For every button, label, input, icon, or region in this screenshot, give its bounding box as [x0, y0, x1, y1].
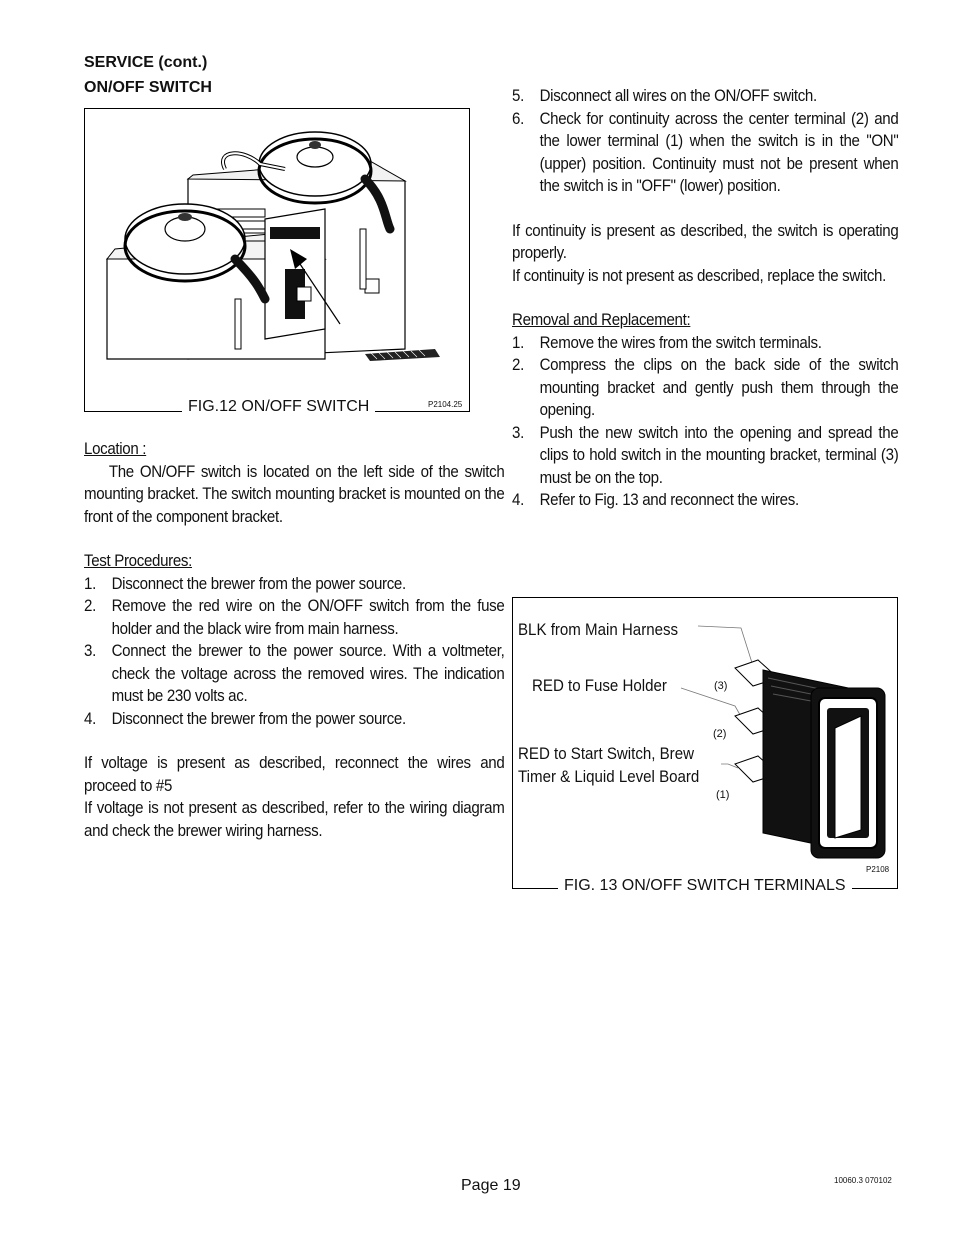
label-blk-main-harness: BLK from Main Harness: [518, 621, 679, 639]
fig12-code: P2104.25: [428, 400, 463, 409]
test-steps: [84, 573, 504, 731]
test-heading: Test Procedures:: [84, 552, 192, 570]
label-red-fuse-holder: RED to Fuse Holder: [532, 677, 667, 695]
list-item: 2. Remove the red wire on the ON/OFF switch from the fuse holder and the black wire from main harness.: [84, 597, 505, 638]
list-item: 2. Compress the clips on the back side of the switch mounting bracket and gently push them through the opening.: [512, 356, 899, 419]
page-number: Page 19: [461, 1177, 521, 1194]
terminal-3-label: (3): [714, 680, 728, 692]
continuity-absent-text: If continuity is not present as described, replace the switch.: [512, 266, 886, 285]
location-text: The ON/OFF switch is located on the left side of the switch mounting bracket. The switch mounting bracket is mounted on the front of the component bracket.: [84, 462, 505, 526]
left-column: [84, 438, 504, 842]
voltage-absent-text: If voltage is not present as described, refer to the wiring diagram and check the brewer wiring harness.: [84, 799, 505, 840]
label-red-start-switch: RED to Start Switch, Brew: [518, 745, 694, 763]
fig13-caption: FIG. 13 ON/OFF SWITCH TERMINALS: [558, 877, 852, 895]
fig13-frame: [512, 597, 898, 889]
fig12-caption: FIG.12 ON/OFF SWITCH: [182, 398, 375, 416]
location-heading: Location :: [84, 440, 147, 458]
section-title: SERVICE (cont.): [84, 54, 208, 71]
terminal-1-label: (1): [716, 789, 730, 801]
continuity-steps: [512, 85, 898, 198]
list-item: 3. Connect the brewer to the power source. With a voltmeter, check the voltage across the removed wires. The indication must be 230 volts ac.: [84, 642, 505, 705]
continuity-present-text: If continuity is present as described, the switch is operating properly.: [512, 221, 899, 262]
fig13-code: P2108: [866, 865, 890, 874]
switch-illustration: [513, 598, 897, 888]
list-item: 4. Disconnect the brewer from the power source.: [84, 709, 406, 728]
list-item: 5. Disconnect all wires on the ON/OFF switch.: [512, 87, 817, 105]
brewer-illustration: [85, 109, 469, 411]
section-subtitle: ON/OFF SWITCH: [84, 79, 212, 96]
list-item: 6. Check for continuity across the center terminal (2) and the lower terminal (1) when the switch is in the "ON" (upper) position. Continuity must not be present when the switch is in "OFF" (lower) position.: [512, 109, 899, 195]
document-code: 10060.3 070102: [834, 1176, 892, 1185]
list-item: 1. Remove the wires from the switch terminals.: [512, 333, 822, 352]
list-item: 1. Disconnect the brewer from the power source.: [84, 574, 406, 593]
terminal-2-label: (2): [713, 728, 727, 740]
fig12-frame: [84, 108, 470, 412]
list-item: 3. Push the new switch into the opening and spread the clips to hold switch in the mounting bracket, terminal (3) must be on the top.: [512, 423, 899, 487]
right-column: [512, 85, 932, 512]
voltage-present-text: If voltage is present as described, reconnect the wires and proceed to #5: [84, 754, 505, 795]
removal-heading: Removal and Replacement:: [512, 311, 691, 329]
list-item: 4. Refer to Fig. 13 and reconnect the wires.: [512, 491, 799, 509]
label-timer-liquid-level: Timer & Liquid Level Board: [518, 768, 700, 786]
removal-steps: [512, 332, 898, 512]
